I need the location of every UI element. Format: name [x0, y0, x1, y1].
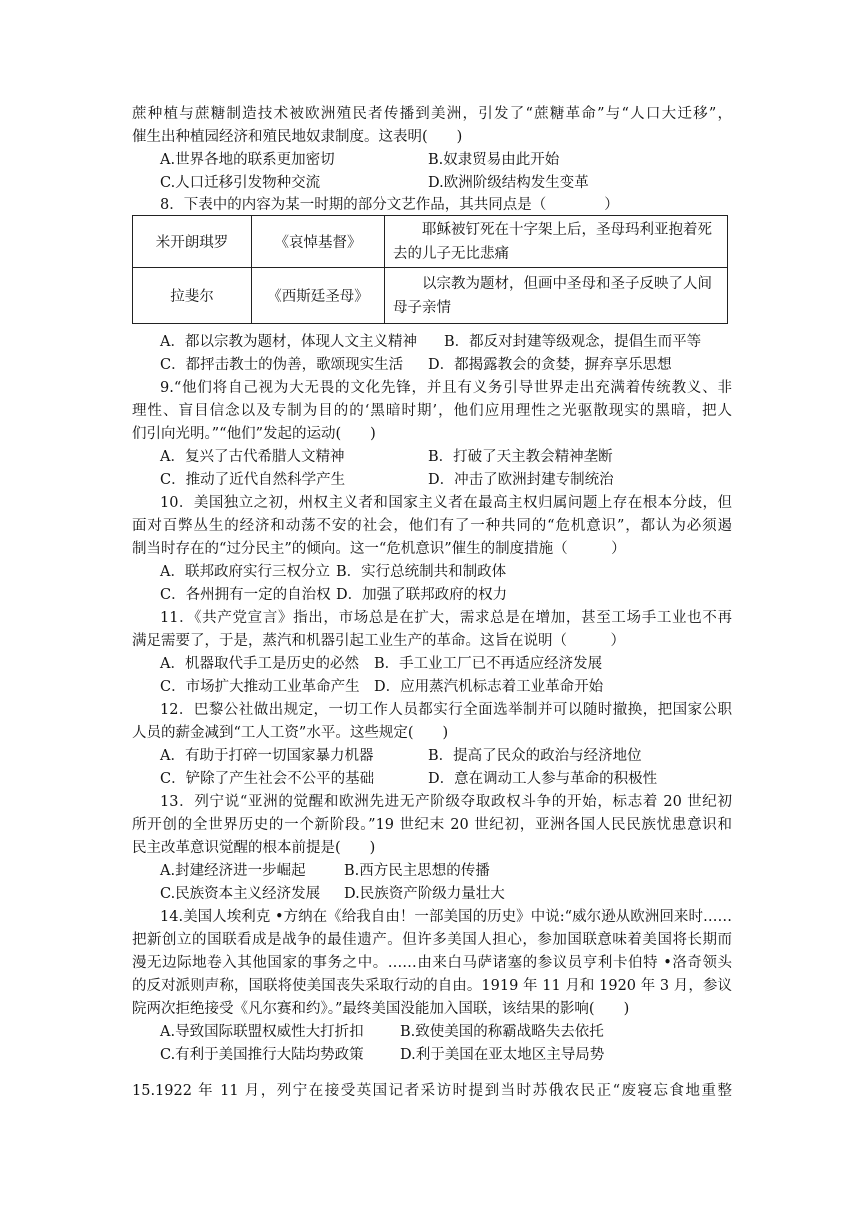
q9-option-b[interactable]: B．打破了天主教会精神垄断	[428, 449, 613, 465]
q13-stem-line-1: 13．列宁说“亚洲的觉醒和欧洲先进无产阶级夺取政权斗争的开始，标志着 20 世纪初	[160, 794, 732, 810]
q13-option-d[interactable]: D.民族资产阶级力量壮大	[344, 886, 505, 902]
q13-stem-line-2: 所开创的全世界历史的一个新阶段。”19 世纪末 20 世纪初，亚洲各国人民民族忧患意识和	[132, 817, 732, 833]
q10-option-b[interactable]: B．实行总统制共和制政体	[336, 564, 507, 580]
q12-stem-line-1: 12．巴黎公社做出规定，一切工作人员都实行全面选举制并可以随时撤换，把国家公职	[160, 702, 732, 718]
q10-option-d[interactable]: D．加强了联邦政府的权力	[336, 587, 508, 603]
q7-stem-line-2: 催生出种植园经济和殖民地奴隶制度。这表明( )	[132, 129, 463, 145]
q7-stem-line-1: 蔗种植与蔗糖制造技术被欧洲殖民者传播到美洲，引发了“蔗糖革命”与“人口大迁移”，	[132, 106, 732, 122]
table-cell-description: 耶稣被钉死在十字架上后，圣母玛利亚抱着死去的儿子无比悲痛	[385, 216, 728, 268]
q14-stem-line-5: 院两次拒绝接受《凡尔赛和约》。”最终美国没能加入国联，该结果的影响( )	[132, 1001, 630, 1017]
table-cell-artist: 米开朗琪罗	[133, 216, 252, 268]
q11-option-c[interactable]: C．市场扩大推动工业革命产生	[160, 679, 360, 695]
q7-option-d[interactable]: D.欧洲阶级结构发生变革	[428, 175, 589, 191]
q10-stem-line-1: 10．美国独立之初，州权主义者和国家主义者在最高主权归属问题上存在根本分歧，但	[160, 495, 732, 511]
q8-option-b[interactable]: B．都反对封建等级观念，提倡生而平等	[444, 334, 702, 350]
q12-stem-line-2: 人员的薪金减到“工人工资”水平。这些规定( )	[132, 725, 449, 741]
q13-option-a[interactable]: A.封建经济进一步崛起	[160, 863, 306, 879]
q12-option-d[interactable]: D．意在调动工人参与革命的积极性	[428, 771, 658, 787]
q11-option-d[interactable]: D．应用蒸汽机标志着工业革命开始	[374, 679, 604, 695]
table-row	[133, 216, 728, 268]
q8-option-c[interactable]: C．都抨击教士的伪善，歌颂现实生活	[160, 357, 404, 373]
q11-option-a[interactable]: A．机器取代手工是历史的必然	[160, 656, 359, 672]
table-cell-artist: 拉斐尔	[133, 268, 252, 324]
q12-option-c[interactable]: C．铲除了产生社会不公平的基础	[160, 771, 375, 787]
q14-stem-line-4: 的反对派则声称，国联将使美国丧失采取行动的自由。1919 年 11 月和 1920 年 3 月，参议	[132, 978, 732, 994]
table-cell-work: 《西斯廷圣母》	[252, 268, 385, 324]
q9-stem-line-1: 9.“他们将自己视为大无畏的文化先锋，并且有义务引导世界走出充满着传统教义、非	[160, 380, 732, 396]
q9-option-c[interactable]: C．推动了近代自然科学产生	[160, 472, 346, 488]
q13-stem-line-3: 民主改革意识觉醒的根本前提是( )	[132, 840, 376, 856]
q9-stem-line-3: 们引向光明。”“他们”发起的运动( )	[132, 426, 376, 442]
q8-option-d[interactable]: D．都揭露教会的贪婪，摒弃享乐思想	[428, 357, 672, 373]
q15-stem-line-1: 15.1922 年 11 月，列宁在接受英国记者采访时提到当时苏俄农民正“废寝忘食地重整	[132, 1083, 732, 1099]
q14-option-a[interactable]: A.导致国际联盟权威性大打折扣	[160, 1024, 364, 1040]
q11-stem-line-1: 11．《共产党宣言》指出，市场总是在扩大，需求总是在增加，甚至工场手工业也不再	[160, 610, 732, 626]
q10-option-c[interactable]: C．各州拥有一定的自治权	[160, 587, 331, 603]
q14-option-d[interactable]: D.利于美国在亚太地区主导局势	[400, 1047, 605, 1063]
q14-stem-line-1: 14.美国人埃利克 •方纳在《给我自由！一部美国的历史》中说:“威尔逊从欧洲回来时……	[160, 909, 732, 925]
q8-option-a[interactable]: A．都以宗教为题材，体现人文主义精神	[160, 334, 417, 350]
q13-option-c[interactable]: C.民族资本主义经济发展	[160, 886, 321, 902]
q12-option-a[interactable]: A．有助于打碎一切国家暴力机器	[160, 748, 374, 764]
q12-option-b[interactable]: B．提高了民众的政治与经济地位	[428, 748, 642, 764]
q10-option-a[interactable]: A．联邦政府实行三权分立	[160, 564, 330, 580]
q7-option-b[interactable]: B.奴隶贸易由此开始	[428, 152, 560, 168]
table-cell-description: 以宗教为题材，但画中圣母和圣子反映了人间母子亲情	[385, 268, 728, 324]
artworks-table	[132, 215, 728, 324]
q14-stem-line-3: 漫无边际地卷入其他国家的事务之中。……由来白马萨诸塞的参议员亨利卡伯特 •洛奇领头	[132, 955, 732, 971]
q14-option-b[interactable]: B.致使美国的称霸战略失去依托	[400, 1024, 604, 1040]
q14-option-c[interactable]: C.有利于美国推行大陆均势政策	[160, 1047, 364, 1063]
q7-option-a[interactable]: A.世界各地的联系更加密切	[160, 152, 335, 168]
table-row	[133, 268, 728, 324]
q9-option-d[interactable]: D．冲击了欧洲封建专制统治	[428, 472, 614, 488]
q11-stem-line-2: 满足需要了，于是，蒸汽和机器引起工业生产的革命。这旨在说明（ ）	[132, 633, 625, 649]
q14-stem-line-2: 把新创立的国联看成是战争的最佳遗产。但许多美国人担心，参加国联意味着美国将长期而	[132, 932, 732, 948]
q10-stem-line-3: 制当时存在的“过分民主”的倾向。这一“危机意识”催生的制度措施（ ）	[132, 541, 626, 557]
q9-stem-line-2: 理性、盲目信念以及专制为目的的‘黑暗时期’，他们应用理性之光驱散现实的黑暗，把人	[132, 403, 732, 419]
q8-stem: 8．下表中的内容为某一时期的部分文艺作品，其共同点是（ ）	[160, 197, 619, 213]
q7-option-c[interactable]: C.人口迁移引发物种交流	[160, 175, 321, 191]
q9-option-a[interactable]: A．复兴了古代希腊人文精神	[160, 449, 345, 465]
q11-option-b[interactable]: B．手工业工厂已不再适应经济发展	[374, 656, 603, 672]
table-cell-work: 《哀悼基督》	[252, 216, 385, 268]
q10-stem-line-2: 面对百弊丛生的经济和动荡不安的社会，他们有了一种共同的“危机意识”，都认为必须遏	[132, 518, 732, 534]
q13-option-b[interactable]: B.西方民主思想的传播	[344, 863, 490, 879]
